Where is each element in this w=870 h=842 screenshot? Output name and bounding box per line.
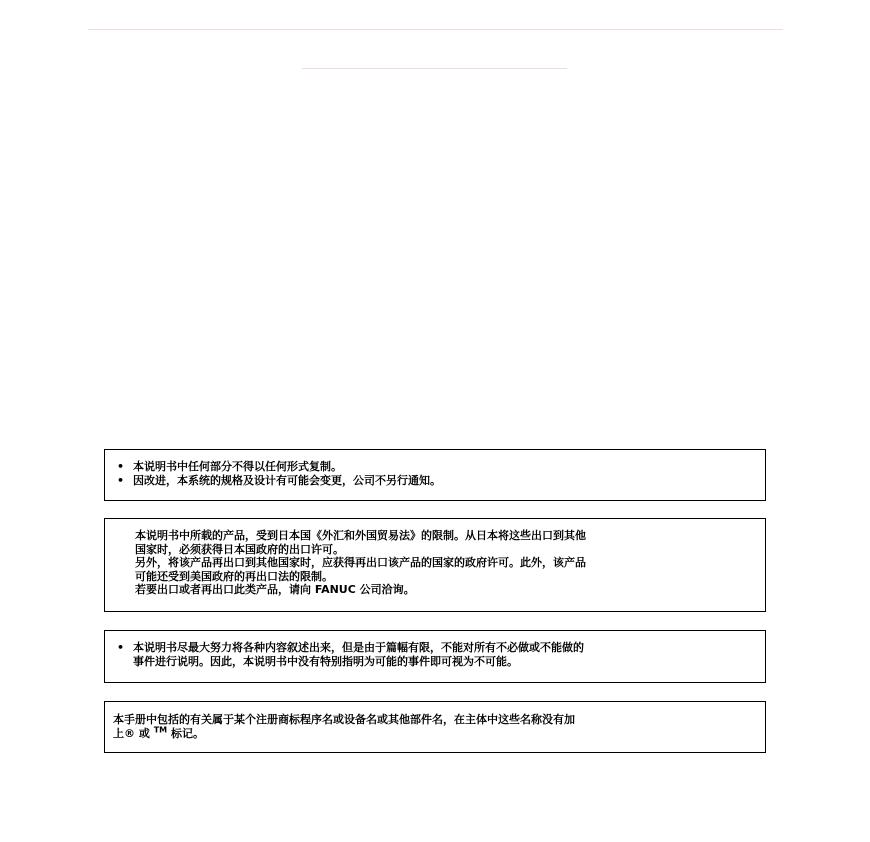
bullet-icon: • xyxy=(117,460,125,473)
notice-box-export xyxy=(104,518,766,612)
notice-line: 可能还受到美国政府的再出口法的限制。 xyxy=(135,569,333,583)
registered-mark: ® xyxy=(124,726,135,740)
notice-box-trademarks xyxy=(104,701,766,753)
notice-text: 因改进，本系统的规格及设计有可能会变更，公司不另行通知。 xyxy=(133,473,441,487)
bullet-icon: • xyxy=(117,641,125,654)
list-item xyxy=(117,474,757,488)
notice-line: 国家时，必须获得日本国政府的出口许可。 xyxy=(135,542,344,556)
notice-line: 另外，将该产品再出口到其他国家时，应获得再出口该产品的国家的政府许可。此外，该产品 xyxy=(135,556,586,569)
notice-line: 若要出口或者再出口此类产品，请向 FANUC 公司洽询。 xyxy=(135,583,415,596)
top-divider xyxy=(88,29,783,30)
notice-line: 本说明书中所载的产品，受到日本国《外汇和外国贸易法》的限制。从日本将这些出口到其他 xyxy=(135,529,586,542)
trademark-mark: TM xyxy=(153,724,168,734)
bullet-icon: • xyxy=(117,473,125,487)
list-item xyxy=(117,460,757,474)
title-divider xyxy=(302,68,567,69)
notice-box-limitations xyxy=(104,630,766,683)
list-item xyxy=(117,641,757,668)
notice-text: 本说明书中任何部分不得以任何形式复制。 xyxy=(133,460,342,473)
notice-line: 事件进行说明。因此，本说明书中没有特别指明为可能的事件即可视为不可能。 xyxy=(133,654,518,668)
notice-line: 本说明书尽最大努力将各种内容叙述出来，但是由于篇幅有限，不能对所有不必做或不能做的 xyxy=(133,641,584,654)
notice-box-copy-change xyxy=(104,449,766,501)
notice-line: 上® 或 ™ 标记。 xyxy=(113,724,204,740)
notice-line: 本手册中包括的有关属于某个注册商标程序名或设备名或其他部件名，在主体中这些名称没有加 xyxy=(113,713,575,726)
